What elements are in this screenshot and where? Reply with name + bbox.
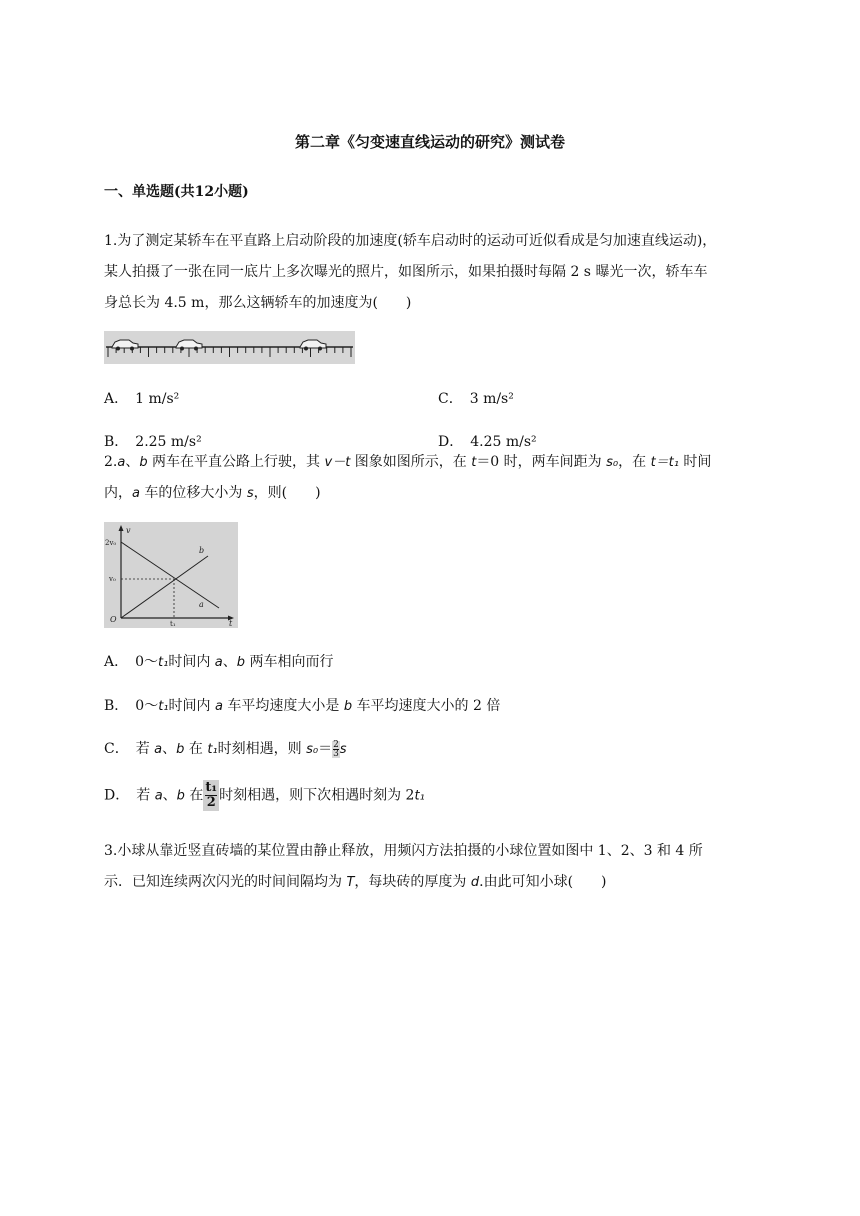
- option-1d: D． 4.25 m/s²: [438, 434, 537, 450]
- origin-label: O: [110, 615, 117, 624]
- question-3-line-2: 示．已知连续两次闪光的时间间隔均为 T，每块砖的厚度为 d.由此可知小球( ): [104, 874, 607, 890]
- y-tick-v0: v₀: [109, 575, 116, 583]
- question-2-stem: [104, 447, 758, 509]
- option-2a: A． 0～t₁时间内 a、b 两车相向而行: [104, 654, 334, 670]
- option-1b: B． 2.25 m/s²: [104, 434, 202, 450]
- question-1-stem: [104, 226, 758, 319]
- question-3-stem: [104, 836, 758, 898]
- question-2-line-2: 内，a 车的位移大小为 s，则( ): [104, 485, 321, 501]
- section-heading: 一、单选题(共12小题): [104, 184, 249, 200]
- page-title: 第二章《匀变速直线运动的研究》测试卷: [294, 133, 565, 151]
- option-2d: D． 若 a、b 在 $\frac{\text{t₁}}{2}$ 时刻相遇，则下次相遇时刻为 2t₁: [104, 780, 425, 810]
- fraction-two-thirds: $\frac{2}{3}$: [333, 739, 339, 759]
- question-3-line-1: 3.小球从靠近竖直砖墙的某位置由静止释放，用频闪方法拍摄的小球位置如图中 1、2、3 和 4 所: [104, 843, 703, 859]
- option-1c: C． 3 m/s²: [438, 391, 514, 407]
- line-b-label: b: [199, 546, 205, 555]
- figure-background: [104, 522, 238, 628]
- option-2c: C． 若 a、b 在 t₁时刻相遇，则 s₀＝ $\frac{2}{3}$ s: [104, 739, 347, 759]
- question-1-line: 某人拍摄了一张在同一底片上多次曝光的照片，如图所示，如果拍摄时每隔 2 s 曝光一次，轿车车: [104, 264, 708, 280]
- y-tick-2v0: 2v₀: [105, 539, 117, 547]
- x-tick-t1: t₁: [170, 620, 176, 628]
- question-1-line: 身总长为 4.5 m，那么这辆轿车的加速度为( ): [104, 295, 412, 311]
- v-axis-label: v: [126, 526, 131, 535]
- line-a-label: a: [199, 600, 204, 609]
- question-1-line: 1.为了测定某轿车在平直路上启动阶段的加速度(轿车启动时的运动可近似看成是匀加速直线运动)，: [104, 233, 717, 249]
- car-exposure-figure: [104, 331, 355, 364]
- vt-graph-figure: [104, 522, 238, 628]
- question-2-line-1: 2.a、b 两车在平直公路上行驶，其 v－t 图象如图所示，在 t＝0 时，两车间距为 s₀，在 t＝t₁ 时间: [104, 454, 712, 470]
- option-2b: B． 0～t₁时间内 a 车平均速度大小是 b 车平均速度大小的 2 倍: [104, 698, 501, 714]
- t-axis-label: t: [229, 619, 233, 628]
- option-1a: A． 1 m/s²: [104, 391, 180, 407]
- fraction-t1-over-2: $\frac{\text{t₁}}{2}$: [205, 780, 218, 810]
